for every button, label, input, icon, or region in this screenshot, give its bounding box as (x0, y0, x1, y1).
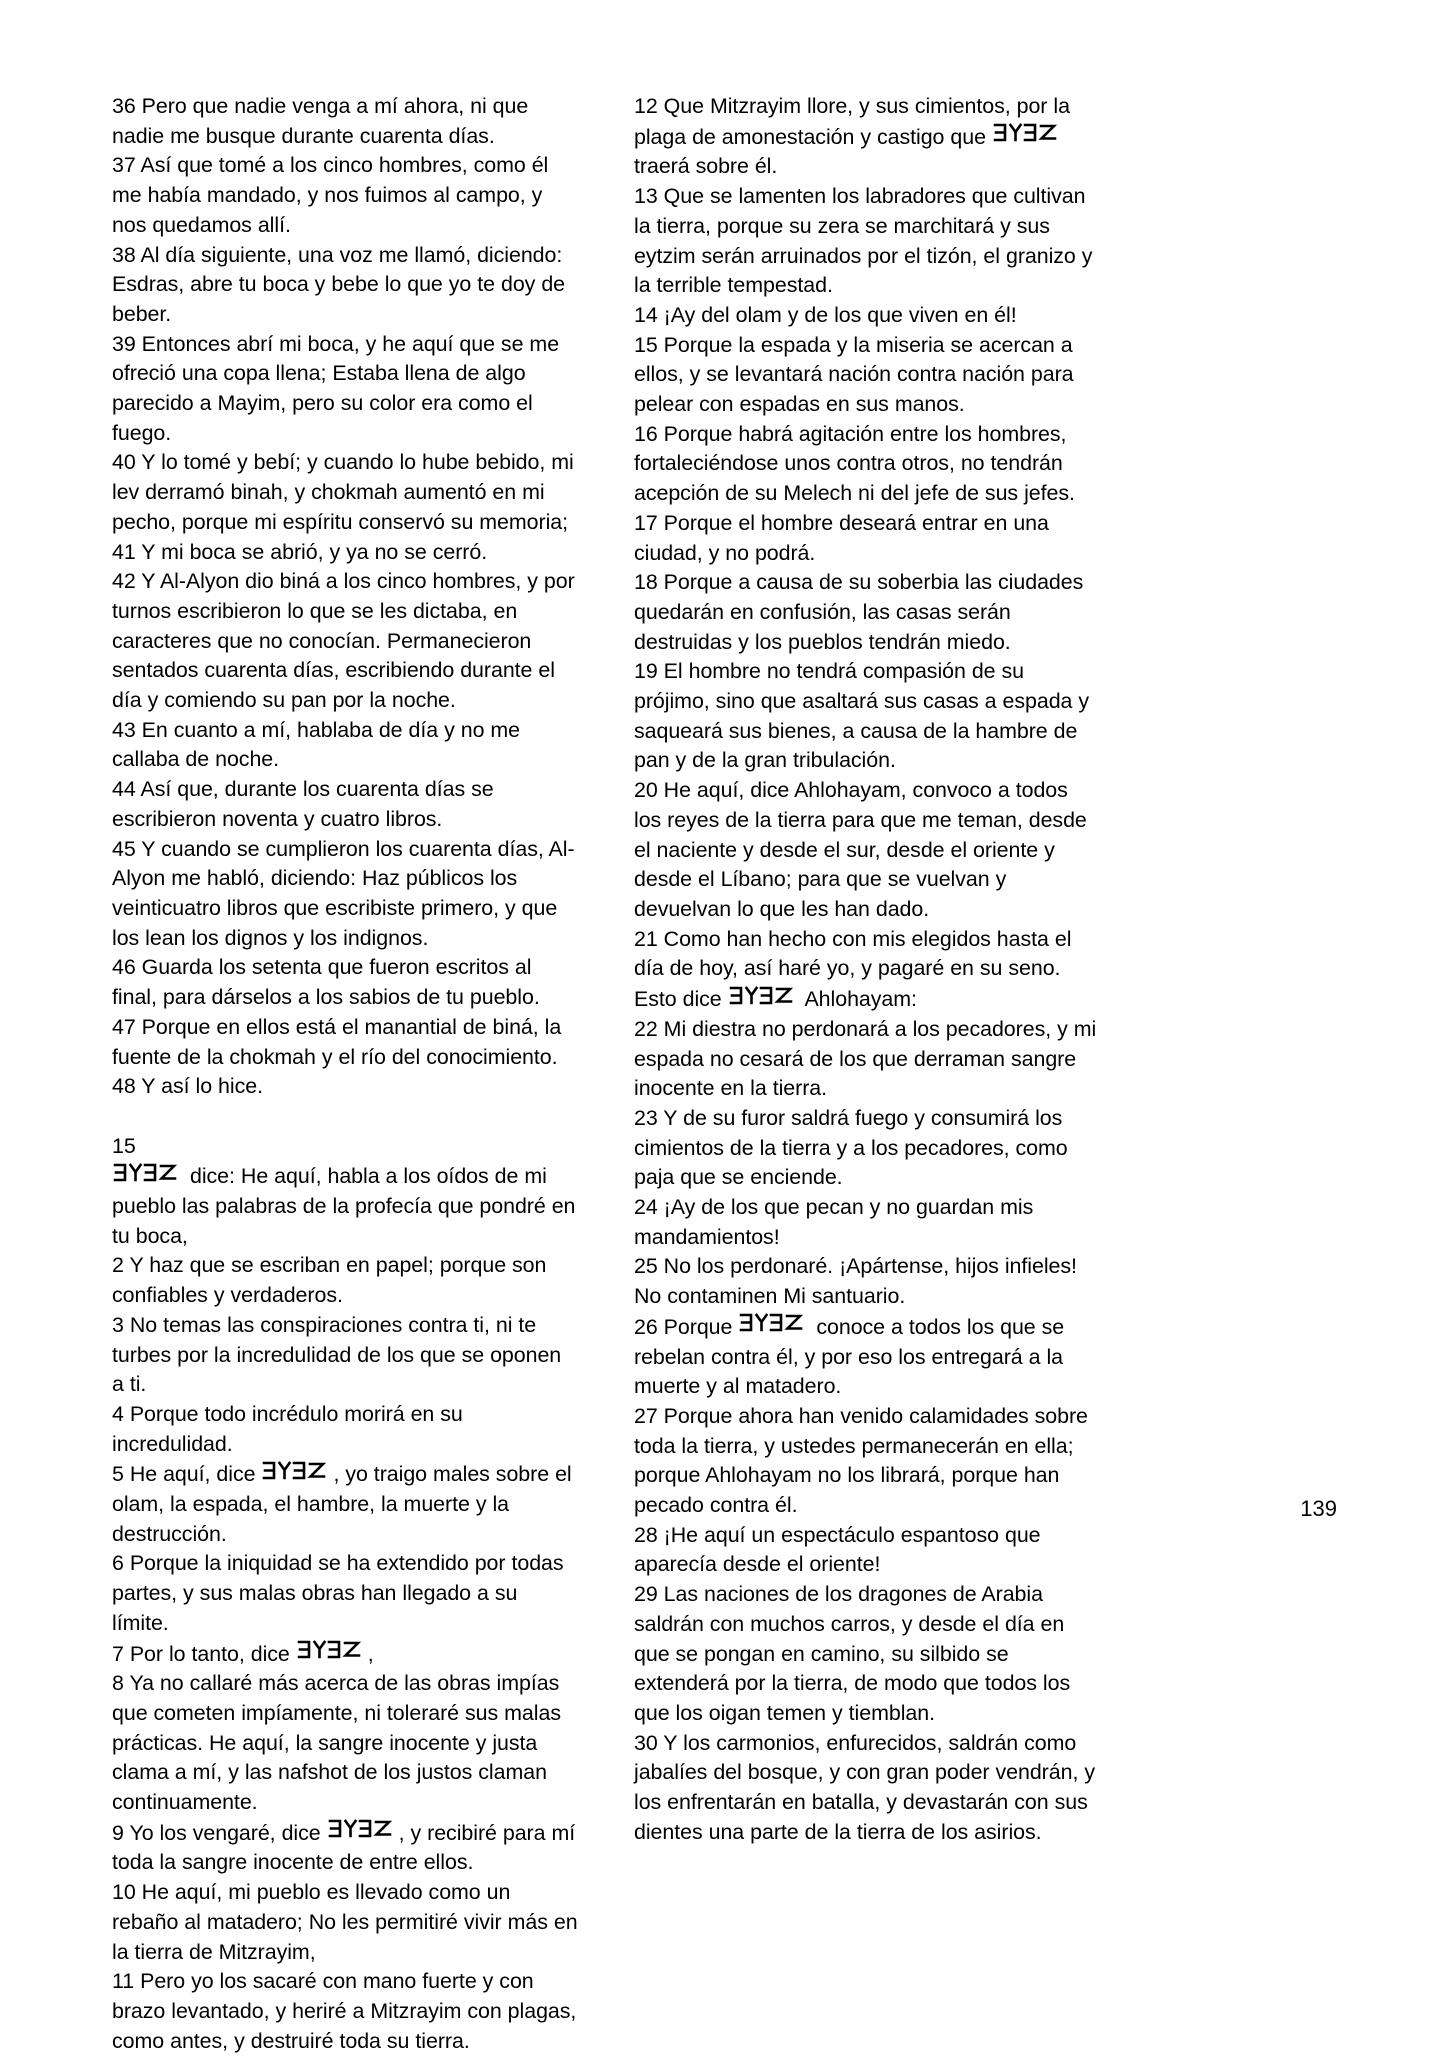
verse-text-before-glyph: 21 Como han hecho con mis elegidos hasta el día de hoy, así haré yo, y pagaré en su seno. Esto dice (634, 926, 1072, 1012)
verse-paragraph (112, 1639, 578, 1670)
verse-text-after-glyph: conoce a todos los que se rebelan contra él, y por eso los entregará a la muerte y al matadero. (634, 1314, 1065, 1399)
verse-paragraph: 14 ¡Ay del olam y de los que viven en él! (634, 302, 1017, 327)
verse-text-after-glyph: , y recibiré para mí toda la sangre inocente de entre ellos. (112, 1820, 576, 1875)
chapter-heading: 15 (112, 1133, 136, 1158)
verse-paragraph: 17 Porque el hombre deseará entrar en una ciudad, y no podrá. (634, 510, 1049, 565)
tetragrammaton-glyph (728, 985, 800, 1007)
verse-paragraph: 19 El hombre no tendrá compasión de su prójimo, sino que asaltará sus casas a espada y saqueará sus bienes, a causa de la hambre de pan y de la gran tribulación. (634, 659, 1090, 773)
verse-paragraph: 46 Guarda los setenta que fueron escritos al final, para dárselos a los sabios de tu pueblo. (112, 955, 540, 1010)
verse-paragraph: 13 Que se lamenten los labradores que cultivan la tierra, porque su zera se marchitará y sus eytzim serán arruinados por el tizón, el granizo y la terrible tempestad. (634, 184, 1093, 298)
verse-paragraph: 6 Porque la iniquidad se ha extendido por todas partes, y sus malas obras han llegado a su límite. (112, 1551, 564, 1635)
tetragrammaton-glyph (738, 1312, 810, 1334)
verse-paragraph: 38 Al día siguiente, una voz me llamó, diciendo: Esdras, abre tu boca y bebe lo que yo te doy de beber. (112, 242, 566, 326)
verse-paragraph: 30 Y los carmonios, enfurecidos, saldrán como jabalíes del bosque, y con gran poder vendrán, y los enfrentarán en batalla, y devastarán con sus dientes una parte de la tierra de los asirios. (634, 1730, 1095, 1844)
verse-text-after-glyph: , (367, 1641, 374, 1666)
verse-paragraph (112, 1818, 578, 1878)
chapter-spacer (112, 1102, 578, 1132)
verse-paragraph: 45 Y cuando se cumplieron los cuarenta días, Al-Alyon me habló, diciendo: Haz públicos los veinticuatro libros que escribiste primero, y que los lean los dignos y los indignos. (112, 836, 575, 950)
verse-text-after-glyph: , yo traigo males sobre el olam, la espada, el hambre, la muerte y la destrucción. (112, 1462, 572, 1546)
verse-paragraph: 37 Así que tomé a los cinco hombres, como él me había mandado, y nos fuimos al campo, y nos quedamos allí. (112, 153, 549, 237)
verse-paragraph: 20 He aquí, dice Ahlohayam, convoco a todos los reyes de la tierra para que me teman, desde el naciente y desde el sur, desde el oriente y desde el Líbano; para que se vuelvan y devuelvan lo que les han dado. (634, 778, 1087, 921)
verse-text-before-glyph: 26 Porque (634, 1314, 739, 1339)
verse-paragraph: 4 Porque todo incrédulo morirá en su incredulidad. (112, 1401, 463, 1456)
verse-paragraph: 41 Y mi boca se abrió, y ya no se cerró. (112, 539, 488, 564)
verse-paragraph: 15 Porque la espada y la miseria se acercan a ellos, y se levantará nación contra nación para pelear con espadas en sus manos. (634, 332, 1074, 417)
verse-text-before-glyph: 9 Yo los vengaré, dice (112, 1820, 327, 1845)
verse-paragraph (634, 1312, 1100, 1402)
verse-paragraph: 39 Entonces abrí mi boca, y he aquí que se me ofreció una copa llena; Estaba llena de algo parecido a Mayim, pero su color era como el fuego. (112, 331, 560, 445)
verse-paragraph: 28 ¡He aquí un espectáculo espantoso que aparecía desde el oriente! (634, 1522, 1041, 1577)
verse-paragraph: 25 No los perdonaré. ¡Apártense, hijos infieles! No contaminen Mi santuario. (634, 1254, 1077, 1309)
verse-text-before-glyph: 12 Que Mitzrayim llore, y sus cimientos, por la plaga de amonestación y castigo que (634, 94, 1070, 149)
left-text-column (112, 92, 578, 2056)
verse-text-before-glyph: 7 Por lo tanto, dice (112, 1641, 296, 1666)
page-number: 139 (1300, 1496, 1337, 1521)
verse-paragraph: 18 Porque a causa de su soberbia las ciudades quedarán en confusión, las casas serán destruidas y los pueblos tendrán miedo. (634, 570, 1084, 654)
tetragrammaton-glyph (992, 122, 1064, 144)
verse-paragraph: 16 Porque habrá agitación entre los hombres, fortaleciéndose unos contra otros, no tendrán acepción de su Melech ni del jefe de sus jefes. (634, 421, 1075, 506)
verse-paragraph: 2 Y haz que se escriban en papel; porque son confiables y verdaderos. (112, 1253, 547, 1308)
verse-paragraph: 11 Pero yo los sacaré con mano fuerte y con brazo levantado, y heriré a Mitzrayim con plagas, como antes, y destruiré toda su tierra. (112, 1969, 577, 2053)
tetragrammaton-glyph (112, 1162, 184, 1184)
verse-paragraph: 29 Las naciones de los dragones de Arabia saldrán con muchos carros, y desde el día en que se pongan en camino, su silbido se extenderá por la tierra, de modo que todos los que los oigan temen y tiemblan. (634, 1582, 1071, 1725)
tetragrammaton-glyph (327, 1818, 399, 1840)
two-column-text-body (112, 92, 1340, 2056)
tetragrammaton-glyph (296, 1639, 368, 1661)
verse-text-after-glyph: traerá sobre él. (634, 154, 778, 179)
right-text-column (634, 92, 1100, 2056)
verse-paragraph: 48 Y así lo hice. (112, 1074, 263, 1099)
verse-paragraph (634, 92, 1100, 182)
verse-text-before-glyph: 5 He aquí, dice (112, 1462, 262, 1487)
verse-paragraph: 24 ¡Ay de los que pecan y no guardan mis mandamientos! (634, 1195, 1034, 1249)
verse-paragraph: 27 Porque ahora han venido calamidades sobre toda la tierra, y ustedes permanecerán en ella; porque Ahlohayam no los librará, porque han pecado contra él. (634, 1403, 1088, 1518)
verse-text-after-glyph: dice: He aquí, habla a los oídos de mi pueblo las palabras de la profecía que pondré en tu boca, (112, 1164, 576, 1248)
verse-paragraph: 23 Y de su furor saldrá fuego y consumirá los cimientos de la tierra y a los pecadores, como paja que se enciende. (634, 1105, 1068, 1190)
verse-paragraph: 3 No temas las conspiraciones contra ti, ni te turbes por la incredulidad de los que se oponen a ti. (112, 1312, 562, 1397)
verse-text-after-glyph: Ahlohayam: (799, 987, 917, 1012)
verse-paragraph (112, 1161, 578, 1251)
verse-paragraph (112, 1459, 578, 1549)
verse-paragraph: 40 Y lo tomé y bebí; y cuando lo hube bebido, mi lev derramó binah, y chokmah aumentó en mi pecho, porque mi espíritu conservó su memoria; (112, 450, 574, 534)
verse-paragraph: 42 Y Al-Alyon dio biná a los cinco hombres, y por turnos escribieron lo que se les dictaba, en caracteres que no conocían. Permanecieron sentados cuarenta días, escribiendo durante el día y comiendo su pan por la noche. (112, 569, 575, 713)
verse-paragraph: 43 En cuanto a mí, hablaba de día y no me callaba de noche. (112, 717, 521, 772)
verse-paragraph: 47 Porque en ellos está el manantial de biná, la fuente de la chokmah y el río del conocimiento. (112, 1014, 562, 1069)
verse-paragraph: 44 Así que, durante los cuarenta días se escribieron noventa y cuatro libros. (112, 777, 494, 831)
verse-paragraph: 8 Ya no callaré más acerca de las obras impías que cometen impíamente, ni toleraré sus malas prácticas. He aquí, la sangre inocente y justa clama a mí, y las nafshot de los justos claman continuamente. (112, 1671, 561, 1815)
verse-paragraph: 10 He aquí, mi pueblo es llevado como un rebaño al matadero; No les permitiré vivir más en la tierra de Mitzrayim, (112, 1880, 578, 1964)
tetragrammaton-glyph (261, 1460, 333, 1482)
verse-paragraph (634, 925, 1100, 1015)
verse-paragraph: 36 Pero que nadie venga a mí ahora, ni que nadie me busque durante cuarenta días. (112, 94, 529, 148)
verse-paragraph: 22 Mi diestra no perdonará a los pecadores, y mi espada no cesará de los que derraman sangre inocente en la tierra. (634, 1016, 1097, 1101)
